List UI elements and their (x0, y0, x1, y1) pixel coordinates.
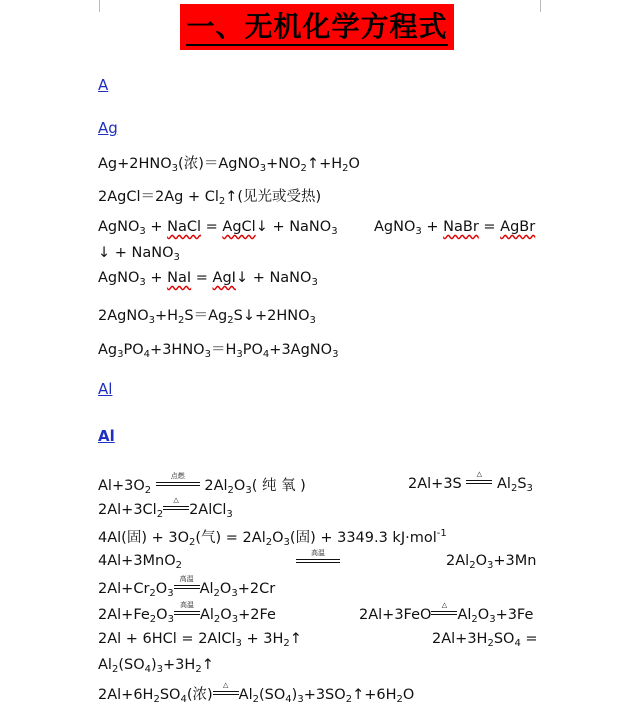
equation-agno3-nabr-cont: ↓ + NaNO$_3$ (98, 245, 180, 263)
index-link-ag[interactable]: Ag (98, 119, 118, 137)
section-link-al[interactable]: Al (98, 427, 115, 445)
equation-agno3-nai: AgNO$_3$ + NaI = AgI↓ + NaNO$_3$ (98, 270, 318, 288)
equation-al-hcl: 2Al + 6HCl = 2AlCl$_3$ + $3H_2↑$ (98, 631, 302, 649)
condition-heat: △ (163, 500, 189, 514)
equation-ag-hno3: $Ag+2HNO_3$(浓)$=AgNO_3+NO_2↑+H_2O$ (98, 156, 360, 174)
equation-al-h2so4: $2Al+3H_2SO_4$ = (432, 631, 538, 649)
equation-al-cl2: $2Al+3Cl_2$ △ 2AlCl$_3$ (98, 496, 233, 520)
equation-al-mno2-product: $2Al_2O_3+3Mn$ (446, 553, 537, 571)
equation-al-s: 2Al+3S △ $Al_2S_3$ (408, 470, 533, 494)
equation-al-fe2o3: $2Al+Fe_2O_3$ 高温 $Al_2O_3+2Fe$ (98, 601, 276, 625)
equation-al-h2so4-product: $Al_2(SO_4)_3+3H_2↑$ (98, 657, 214, 675)
equation-al-mno2: 4Al+3MnO$_2$ (98, 553, 183, 571)
index-link-al[interactable]: Al (98, 380, 113, 398)
equation-al-feo: 2Al+3FeO △ $Al_2O_3+3Fe$ (359, 601, 534, 625)
condition-ignite: 点燃 (156, 476, 200, 490)
equation-agcl-decompose: 2AgCl＝2Ag + $Cl_2↑$(见光或受热) (98, 189, 322, 207)
equation-agno3-nabr: AgNO$_3$ + NaBr = AgBr (374, 219, 536, 237)
equation-al-conc-h2so4: $2Al+6H_2SO_4$(浓) △ $Al_2(SO_4)_3+3SO_2↑+6H_2O$ (98, 681, 415, 705)
equation-al-combustion-thermo: 4Al(固) + $3O_2$(气) = $2Al_2O_3$(固) + 3349.3 kJ·mol$^{-1}$ (98, 528, 447, 548)
equation-agno3-h2s: $2AgNO_3+H_2S=Ag_2S↓+2HNO_3$ (98, 308, 316, 326)
equation-al-cr2o3: $2Al+Cr_2O_3$ 高温 $Al_2O_3+2Cr$ (98, 575, 276, 599)
equation-agno3-nacl: AgNO$_3$ + NaCl = AgCl↓ + NaNO$_3$ (98, 219, 338, 237)
equation-ag3po4-hno3: $Ag_3PO_4+3HNO_3=H_3PO_4+3AgNO_3$ (98, 342, 339, 360)
condition-heat: △ (466, 474, 492, 488)
section-title: 一、无机化学方程式 (180, 4, 454, 50)
equation-al-o2: $Al+3O_2$ 点燃 $2Al_2O_3$( 纯 氧 ) (98, 472, 306, 496)
page-corner-mark (87, 0, 100, 12)
page-corner-mark (540, 0, 553, 12)
index-link-a[interactable]: A (98, 76, 109, 94)
condition-hightemp: 高温 (296, 553, 340, 571)
